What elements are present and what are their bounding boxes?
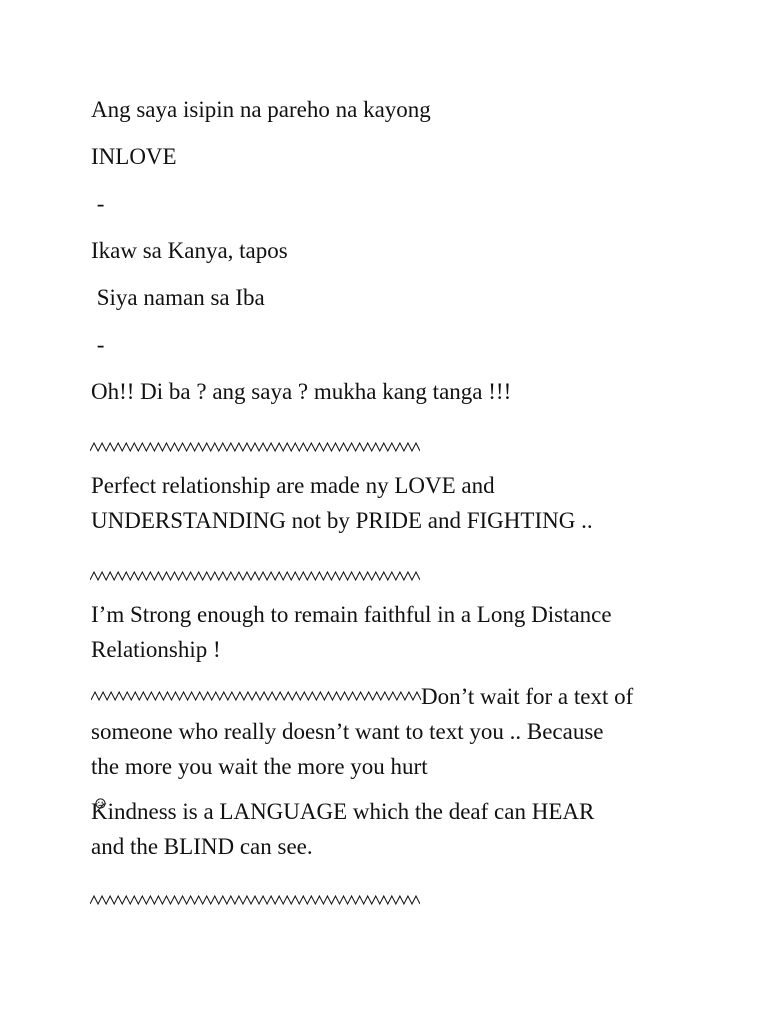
quote-strong-line-2: Relationship !: [91, 637, 221, 662]
wavy-separator: [90, 557, 420, 592]
quote-wait-line-1: Don’t wait for a text of: [421, 684, 634, 709]
quote-perfect-relationship: [91, 468, 691, 538]
caret-zigzag: [90, 443, 420, 451]
quote-perfect-line-2: UNDERSTANDING not by PRIDE and FIGHTING ..: [91, 508, 593, 533]
text-line-2: INLOVE: [91, 144, 177, 169]
caret-zigzag: [90, 896, 420, 904]
quote-kindness-line-2: and the BLIND can see.: [91, 834, 313, 859]
quote-kindness: [91, 794, 691, 864]
text-line-5: Siya naman sa Iba: [91, 285, 265, 310]
quote-perfect-line-1: Perfect relationship are made ny LOVE and: [91, 473, 495, 498]
text-line-7: Oh!! Di ba ? ang saya ? mukha kang tanga !!!: [91, 379, 512, 404]
wavy-separator-inline: [91, 677, 421, 712]
text-line-4: Ikaw sa Kanya, tapos: [91, 238, 288, 263]
quote-wait-line-2: someone who really doesn’t want to text you .. Because: [91, 719, 604, 744]
quote-wait-first-row: [91, 677, 691, 714]
wavy-separator: [90, 881, 420, 916]
text-line-3: -: [91, 191, 105, 216]
wavy-separator: [90, 428, 420, 463]
caret-zigzag: [91, 692, 421, 700]
caret-zigzag: [90, 572, 420, 580]
text-line-1: Ang saya isipin na pareho na kayong: [91, 97, 431, 122]
quote-strong-line-1: I’m Strong enough to remain faithful in a Long Distance: [91, 602, 612, 627]
quote-strong-enough: [91, 597, 691, 667]
quote-wait-line-3: the more you wait the more you hurt: [91, 754, 428, 779]
text-line-6: -: [91, 332, 105, 357]
quote-kindness-line-1: Kindness is a LANGUAGE which the deaf can HEAR: [91, 799, 595, 824]
